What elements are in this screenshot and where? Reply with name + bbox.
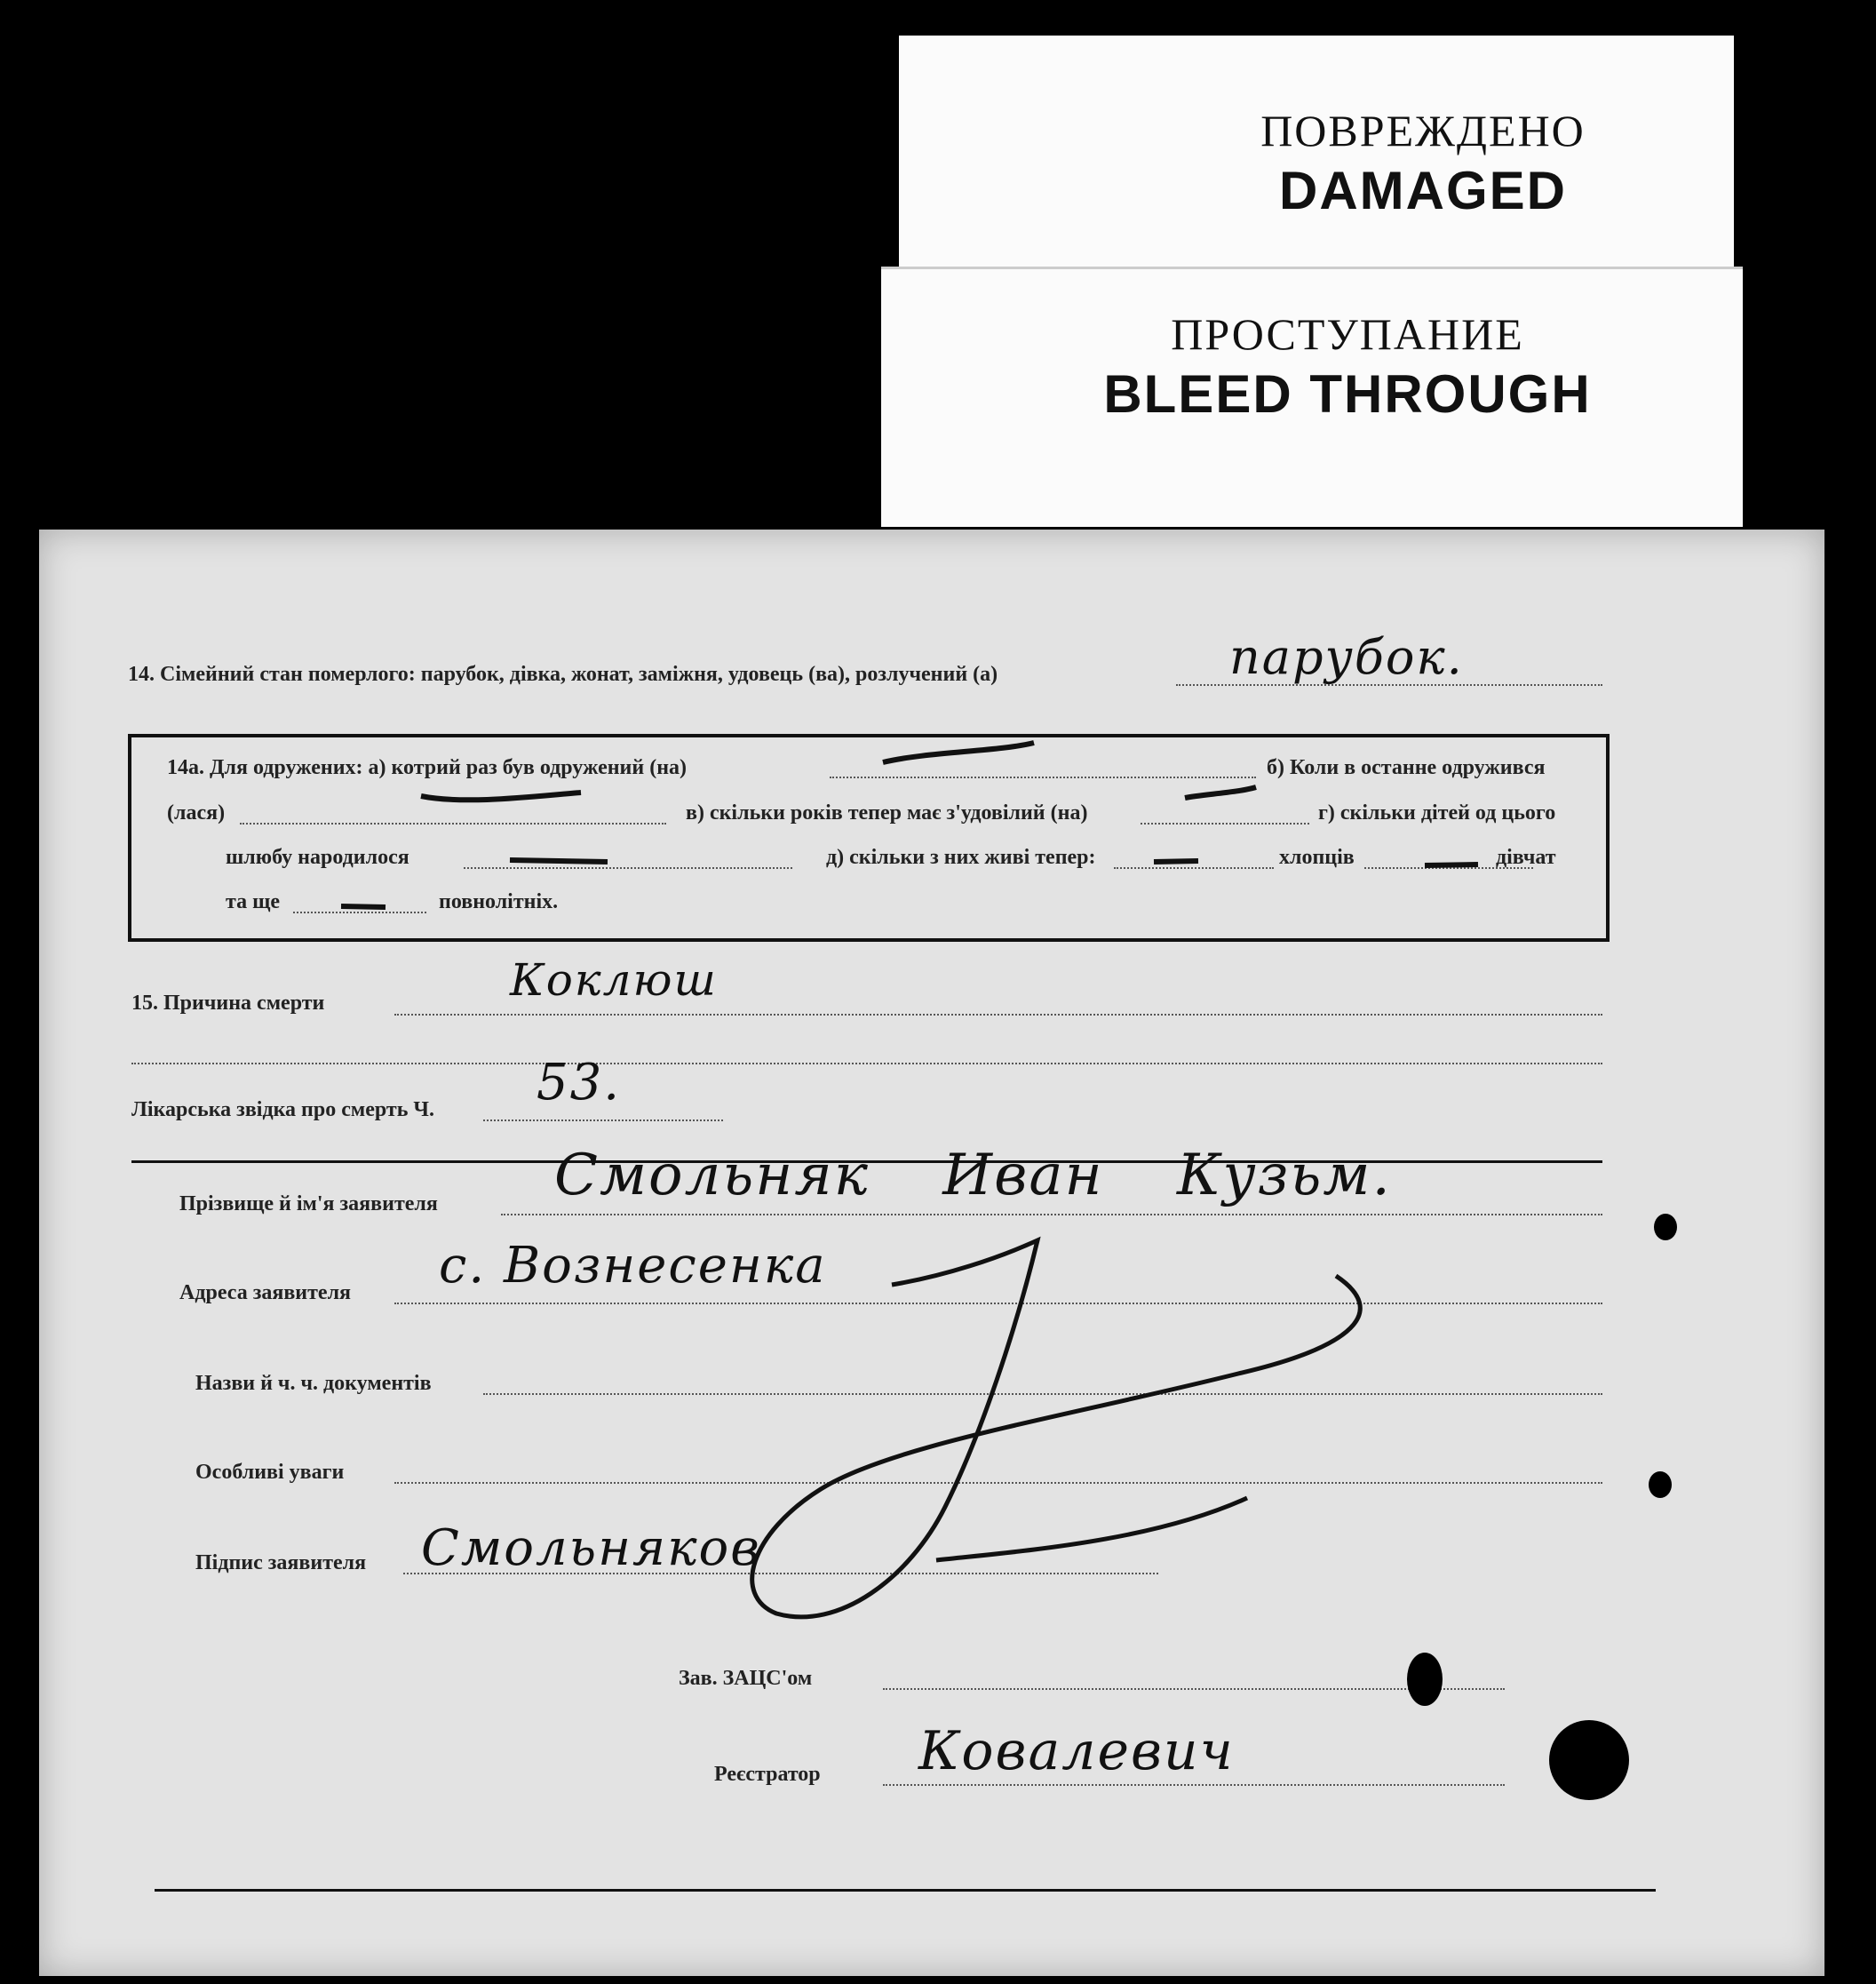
applicant-address-label: Адреса заявителя: [179, 1281, 352, 1304]
q14a-line3b: д) скільки з них живі тепер:: [826, 846, 1096, 869]
medical-handwritten-value: 53.: [537, 1054, 622, 1112]
notes-label: Особливі уваги: [195, 1461, 345, 1484]
applicant-address-handwritten: с. Вознесенка: [439, 1237, 827, 1295]
q14a-line2c: г) скільки дітей од цього: [1318, 801, 1556, 825]
zags-head-label: Зав. ЗАЦС'ом: [679, 1667, 813, 1690]
registrar-signature-handwritten: Ковалевич: [918, 1720, 1235, 1782]
applicant-name-label: Прізвище й ім'я заявителя: [179, 1192, 438, 1215]
bleed-through-label-card: [881, 267, 1743, 527]
section-divider-bottom: [155, 1889, 1656, 1892]
damage-stain: [1654, 1214, 1677, 1240]
applicant-signature-label: Підпис заявителя: [195, 1551, 367, 1574]
applicant-name-handwritten: Смольняк Иван Кузьм.: [554, 1143, 1392, 1208]
medical-certificate-label: Лікарська звідка про смерть Ч.: [131, 1098, 435, 1121]
q14a-line1: 14а. Для одружених: а) котрий раз був одружений (на): [167, 756, 688, 779]
q14a-line4a: та ще: [226, 890, 280, 913]
damage-stain: [1649, 1471, 1672, 1498]
damage-stain: [1549, 1720, 1629, 1800]
registrar-label: Реєстратор: [714, 1763, 821, 1786]
q14a-line4b: повнолітніх.: [439, 890, 559, 913]
q14a-line3d: дівчат: [1496, 846, 1556, 869]
q14a-line2a: (лася): [167, 801, 226, 825]
documents-label: Назви й ч. ч. документів: [195, 1372, 432, 1395]
q14a-line3a: шлюбу народилося: [226, 846, 409, 869]
damaged-label-en: DAMAGED: [1279, 161, 1567, 220]
damaged-label-ru: ПОВРЕЖДЕНО: [1260, 106, 1586, 155]
q14a-line3c: хлопців: [1279, 846, 1355, 869]
damaged-label-card: [899, 36, 1734, 284]
damage-stain: [1407, 1653, 1443, 1706]
bleed-label-ru: ПРОСТУПАНИЕ: [1171, 309, 1524, 359]
q14-handwritten-value: парубок.: [1229, 629, 1464, 685]
applicant-signature-handwritten: Смольняков: [421, 1519, 761, 1577]
q14a-line2b: в) скільки років тепер має з'удовілий (на): [686, 801, 1088, 825]
document-page: [39, 530, 1824, 1976]
registrar-dotted-line: [883, 1784, 1505, 1786]
q15-label: 15. Причина смерти: [131, 992, 325, 1015]
q14a-line1b: б) Коли в останне одружився: [1267, 756, 1546, 779]
bleed-label-en: BLEED THROUGH: [1103, 364, 1592, 424]
q14-label: 14. Сімейний стан померлого: парубок, дівка, жонат, заміжня, удовець (ва), розлучений (а): [128, 663, 998, 686]
q15-handwritten-value: Коклюш: [510, 954, 718, 1006]
